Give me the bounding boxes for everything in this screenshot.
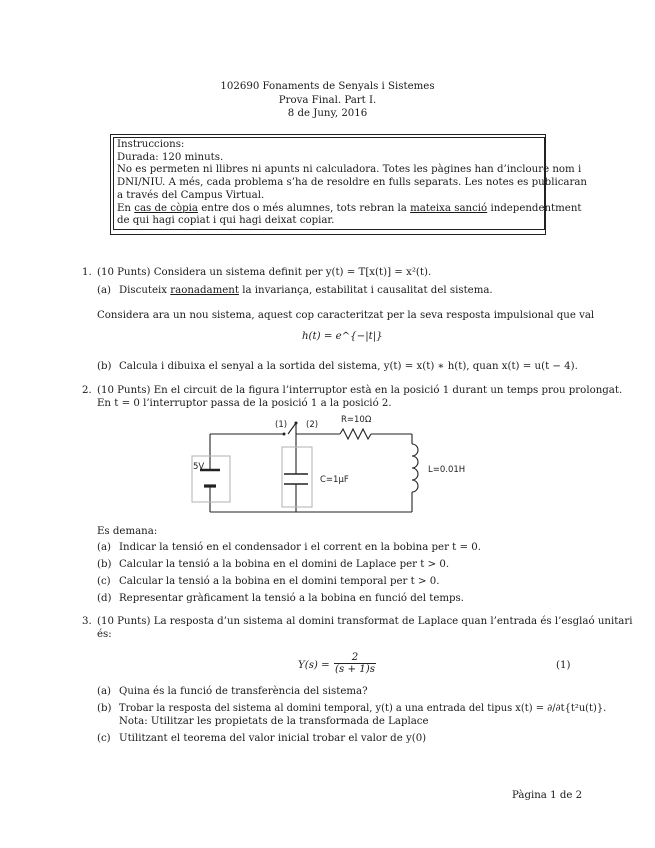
exam-date: 8 de Juny, 2016 <box>287 108 368 119</box>
q3b-text: Trobar la resposta del sistema al domini temporal, y(t) a una entrada del tipus x(t) = ∂/∂t{t²u(t)}. <box>119 703 607 714</box>
q3b-label: (b) <box>97 703 112 714</box>
q1-number: 1. <box>82 267 92 278</box>
switch-pivot <box>295 422 298 425</box>
label-source: 5V <box>193 462 205 472</box>
instructions-title: Instruccions: <box>117 139 185 150</box>
q3-intro-1: (10 Punts) La resposta d’un sistema al domini transformat de Laplace quan l’entrada és l’esglaó unitari <box>97 616 633 627</box>
text: entre dos o més alumnes, tots rebran la <box>197 202 411 214</box>
q3-eq-tag: (1) <box>556 660 571 671</box>
label-pos1: (1) <box>275 420 288 430</box>
capacitor-box <box>282 447 312 507</box>
instructions-line-4: DNI/NIU. A més, cada problema s’ha de resoldre en fulls separats. Les notes es publicaran <box>117 177 587 189</box>
text: la invariança, estabilitat i causalitat del sistema. <box>238 285 493 296</box>
q1a-text <box>119 285 493 296</box>
q2d-text: Representar gràficament la tensió a la bobina en funció del temps. <box>119 593 465 604</box>
underlined-reasoned: raonadament <box>170 285 239 296</box>
q1a-label: (a) <box>97 285 112 296</box>
circuit-diagram <box>180 412 480 520</box>
switch-contact-1 <box>283 433 286 436</box>
q3c-text: Utilitzant el teorema del valor inicial trobar el valor de y(0) <box>119 733 427 744</box>
q1-mid-text: Considera ara un nou sistema, aquest cop caracteritzat per la seva resposta impulsional que val <box>97 310 595 321</box>
q2-number: 2. <box>82 385 92 396</box>
q3-eq-numerator: 2 <box>351 652 359 663</box>
course-title: 102690 Fonaments de Senyals i Sistemes <box>220 81 435 92</box>
q2-intro-1: (10 Punts) En el circuit de la figura l’interruptor està en la posició 1 durant un temps prou prolongat. <box>97 385 623 396</box>
q3-intro-2: és: <box>97 629 112 640</box>
q1b-label: (b) <box>97 361 112 372</box>
text: independentment <box>487 202 582 214</box>
instructions-duration: Durada: 120 minuts. <box>117 151 224 163</box>
q3a-text: Quina és la funció de transferència del sistema? <box>119 686 368 697</box>
q2b-text: Calcular la tensió a la bobina en el domini de Laplace per t > 0. <box>119 559 450 570</box>
underlined-copy-case: cas de còpia <box>134 202 198 214</box>
q2c-text: Calcular la tensió a la bobina en el domini temporal per t > 0. <box>119 576 440 587</box>
text: En <box>117 202 135 214</box>
instructions-line-6 <box>117 202 582 216</box>
q2a-label: (a) <box>97 542 112 553</box>
q2a-text: Indicar la tensió en el condensador i el corrent en la bobina per t = 0. <box>119 542 482 553</box>
instructions-line-5: a través del Campus Virtual. <box>117 189 265 201</box>
q3a-label: (a) <box>97 686 112 697</box>
q3-eq-fraction <box>334 652 376 675</box>
q3-eq-lhs: Y(s) = <box>298 660 330 671</box>
q3-number: 3. <box>82 616 92 627</box>
q2d-label: (d) <box>97 593 112 604</box>
instructions-line-3: No es permeten ni llibres ni apunts ni calculadora. Totes les pàgines han d’incloure nom i <box>117 164 582 176</box>
q3b-note: Nota: Utilitzar les propietats de la transformada de Laplace <box>119 716 429 727</box>
q3c-label: (c) <box>97 733 111 744</box>
q2-demana: Es demana: <box>97 526 158 537</box>
label-capacitor: C=1μF <box>320 475 349 485</box>
text: Discuteix <box>119 285 171 296</box>
label-pos2: (2) <box>306 420 319 430</box>
q1b-text: Calcula i dibuixa el senyal a la sortida del sistema, y(t) = x(t) ∗ h(t), quan x(t) = u(t − 4). <box>119 361 578 372</box>
exam-title: Prova Final. Part I. <box>278 94 377 106</box>
instructions-box <box>113 137 587 230</box>
underlined-same-sanction: mateixa sanció <box>410 202 488 214</box>
label-inductor: L=0.01H <box>428 465 466 475</box>
q2b-label: (b) <box>97 559 112 570</box>
q2-intro-2: En t = 0 l’interruptor passa de la posició 1 a la posició 2. <box>97 398 392 409</box>
inductor-coil <box>412 444 418 492</box>
q1-intro: (10 Punts) Considera un sistema definit per y(t) = T[x(t)] = x²(t). <box>97 267 432 278</box>
q1-impulse-equation: h(t) = e^{−|t|} <box>302 331 383 342</box>
switch-arm <box>288 423 296 434</box>
exam-header <box>0 80 655 121</box>
q2c-label: (c) <box>97 576 111 587</box>
instructions-line-7: de qui hagi copiat i qui hagi deixat copiar. <box>117 215 335 227</box>
page-number: Pàgina 1 de 2 <box>512 790 583 801</box>
label-resistor: R=10Ω <box>341 415 372 425</box>
q3-eq-denominator: (s + 1)s <box>335 664 375 675</box>
resistor <box>340 429 371 439</box>
